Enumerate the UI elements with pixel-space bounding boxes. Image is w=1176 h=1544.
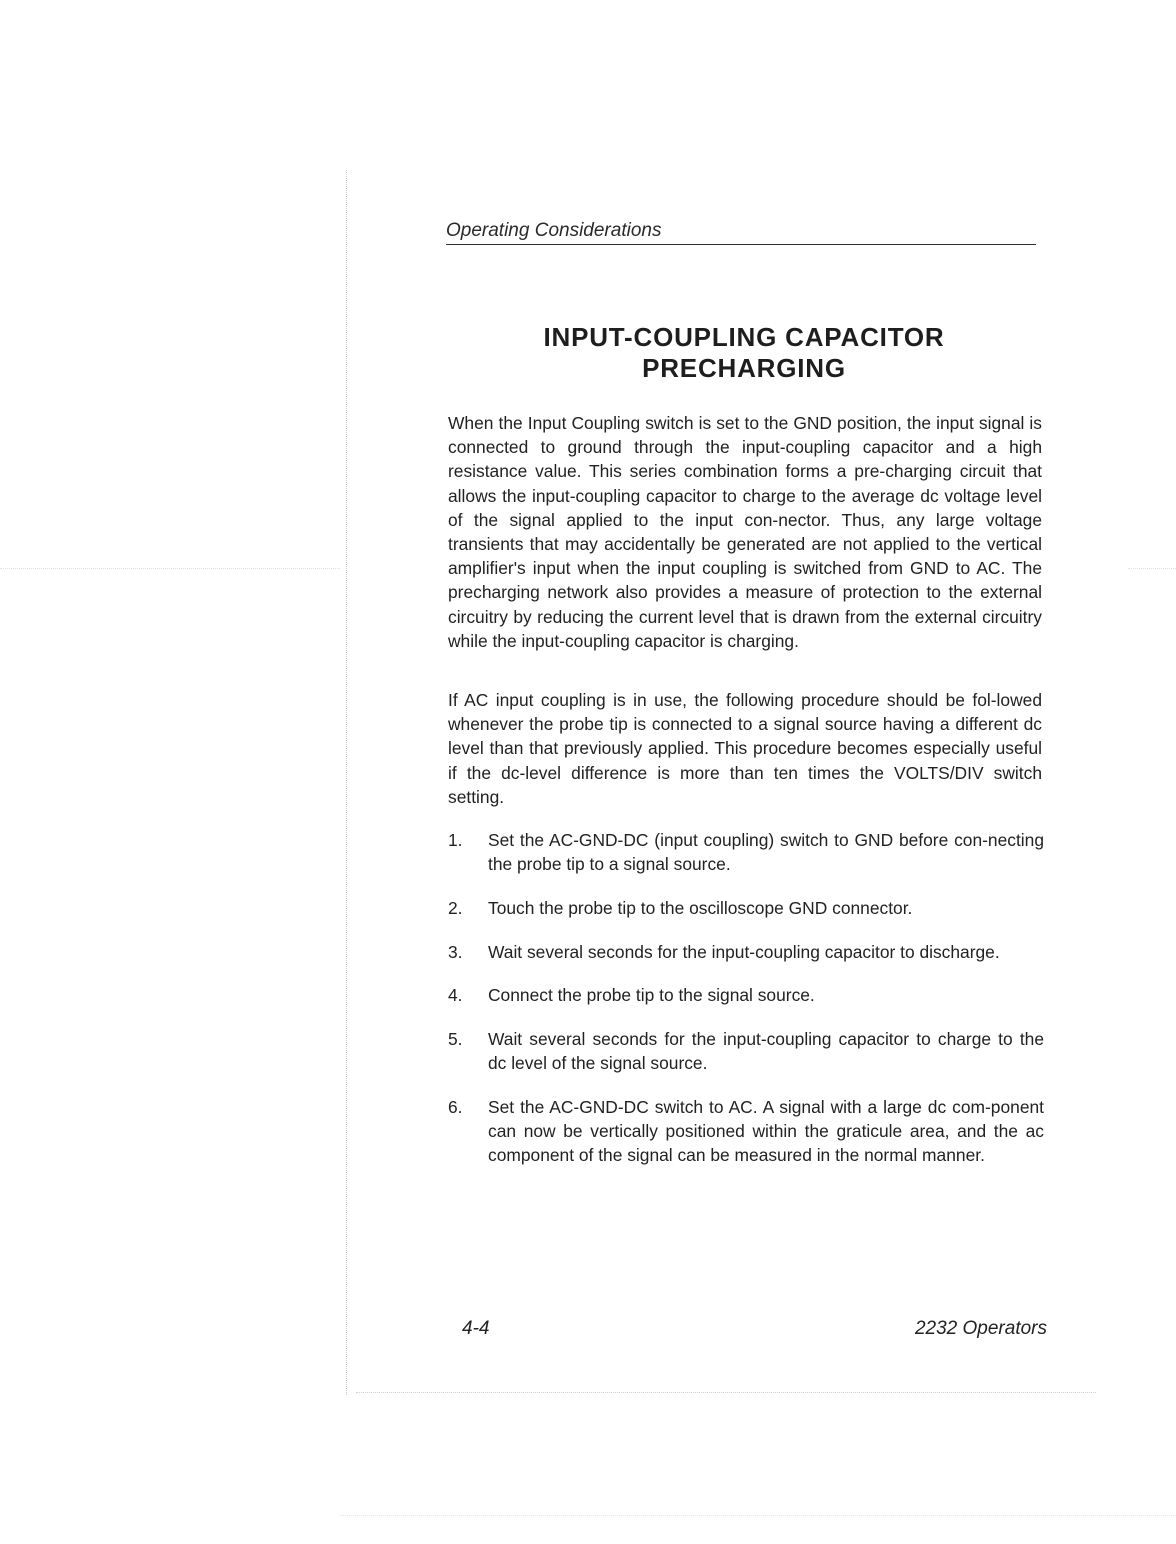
step-number: 6. xyxy=(448,1096,463,1117)
step-number: 1. xyxy=(448,830,463,850)
scan-bottom-line xyxy=(356,1392,1096,1393)
running-head: Operating Considerations xyxy=(446,220,1036,245)
procedure-step-3 xyxy=(448,940,1044,964)
procedure-steps xyxy=(448,828,1044,1187)
scan-margin-line xyxy=(346,170,347,1395)
section-title-line2: PRECHARGING xyxy=(642,353,846,383)
body-paragraph-2: If AC input coupling is in use, the following procedure should be fol-lowed whenever the probe tip is connected to a signal source having a different dc level than that previously applied. This procedure becomes especially useful if the dc-level difference is more than ten times the VOLTS/DIV switch setting. xyxy=(448,690,1042,807)
step-number: 2. xyxy=(448,897,463,918)
procedure-step-4 xyxy=(448,983,1044,1007)
page-number: 4-4 xyxy=(462,1318,490,1339)
manual-name: 2232 Operators xyxy=(914,1318,1047,1339)
scan-artifact-left xyxy=(0,568,340,569)
procedure-step-6 xyxy=(448,1095,1044,1168)
section-title-line1: INPUT-COUPLING CAPACITOR xyxy=(543,322,945,352)
step-text: Wait several seconds for the input-coupling capacitor to charge to the dc level of the signal source. xyxy=(488,1029,1044,1074)
step-text: Set the AC-GND-DC (input coupling) switch to GND before con-necting the probe tip to a signal source. xyxy=(488,830,1044,875)
section-title xyxy=(446,322,1042,384)
scan-artifact-bottom xyxy=(340,1515,1176,1516)
procedure-step-5 xyxy=(448,1027,1044,1075)
scan-artifact-right xyxy=(1128,568,1176,569)
step-number: 3. xyxy=(448,941,463,962)
procedure-step-2 xyxy=(448,896,1044,920)
body-paragraph-1: When the Input Coupling switch is set to the GND position, the input signal is connected to ground through the input-coupling capacitor and a high resistance value. This series combination forms a pre-charging circuit that allows the input-coupling capacitor to charge to the average dc voltage level of the signal applied to the input con-nector. Thus, any large voltage transients that may accidentally be generated are not applied to the vertical amplifier's input when the input coupling is switched from GND to AC. The precharging network also provides a measure of protection to the external circuitry by reducing the current level that is drawn from the external circuitry while the input-coupling capacitor is charging. xyxy=(448,413,1042,651)
step-number: 4. xyxy=(448,985,463,1006)
step-text: Set the AC-GND-DC switch to AC. A signal with a large dc com-ponent can now be vertically positioned within the graticule area, and the ac component of the signal can be measured in the normal manner. xyxy=(488,1096,1044,1166)
step-number: 5. xyxy=(448,1029,463,1050)
step-text: Connect the probe tip to the signal source. xyxy=(488,985,815,1006)
step-text: Touch the probe tip to the oscilloscope GND connector. xyxy=(488,897,913,918)
step-text: Wait several seconds for the input-coupling capacitor to discharge. xyxy=(488,941,1000,962)
procedure-step-1 xyxy=(448,828,1044,876)
